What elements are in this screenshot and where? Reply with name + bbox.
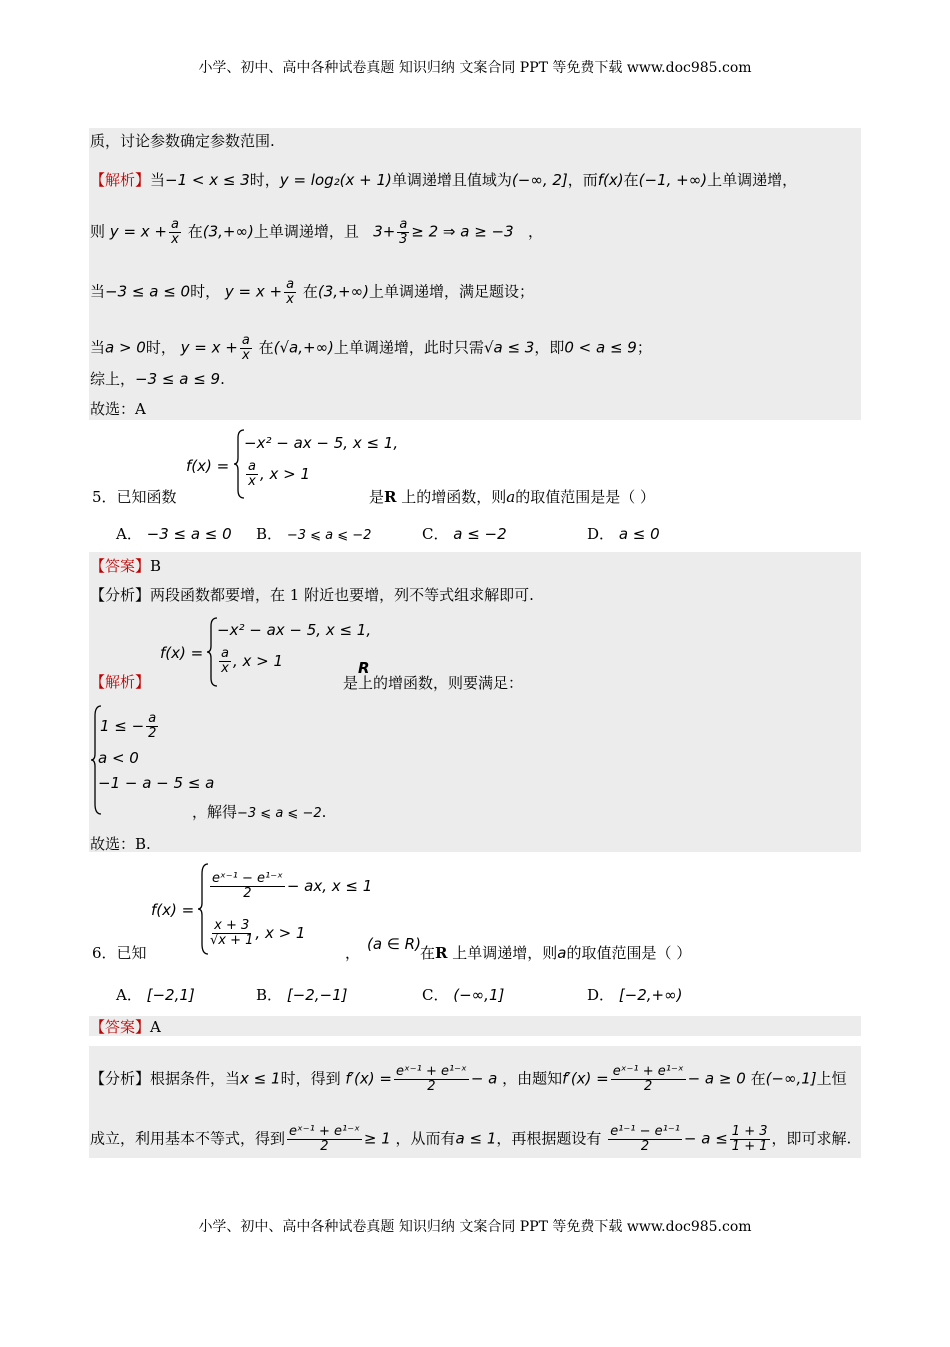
s4-line3: 当−3 ≤ a ≤ 0时， y = x + $\frac{a}{x}$ 在(3,+∞)上单调递增，满足题设； [90, 277, 534, 307]
page-header: 小学、初中、高中各种试卷真题 知识归纳 文案合同 PPT 等免费下载 www.doc985.com [198, 60, 752, 76]
a6-analysis-line1: 【分析】根据条件，当x ≤ 1时，得到 f′(x) = $\frac{\text{eˣ⁻¹ + e¹⁻ˣ}}{2}$ − a ，由题知f′(x) = $\frac{\text{eˣ⁻¹ + e¹⁻ˣ}}{2}$ − a ≥ 0 在(−∞,1]上恒 [90, 1064, 847, 1094]
a5-result: ，解得−3 ⩽ a ⩽ −2. [192, 803, 327, 821]
fraction: $\frac{1 + 3}{1 + 1}$ [731, 1124, 768, 1154]
fraction: $\frac{\text{eˣ⁻¹ + e¹⁻ˣ}}{2}$ [612, 1064, 684, 1094]
q6-case2: $\frac{x + 3}{√x + 1}$ , x > 1 [210, 918, 306, 948]
s4-line0: 质，讨论参数确定参数范围. [90, 132, 275, 150]
answer-6-block [89, 1016, 861, 1036]
fraction: $\frac{a}{x}$ [241, 333, 250, 363]
q6-case1: $\frac{\text{eˣ⁻¹ − e¹⁻ˣ}}{2}$ − ax, x ≤ 1 [212, 871, 373, 901]
fraction: $\frac{a}{x}$ [221, 646, 229, 676]
fraction: $\frac{\text{e¹⁻¹ − e¹⁻¹}}{2}$ [610, 1124, 680, 1154]
q6-option-d: D． [−2,+∞) [587, 986, 683, 1004]
a5-analysis: 【分析】两段函数都要增，在 1 附近也要增，列不等式组求解即可. [90, 586, 534, 604]
q6-fx: f(x) = [151, 901, 195, 919]
q6-stem-start: 6．已知 [92, 944, 147, 962]
fraction: $\frac{\text{eˣ⁻¹ + e¹⁻ˣ}}{2}$ [395, 1064, 467, 1094]
a5-jiexi-rest: 是上的增函数，则要满足： [343, 674, 524, 692]
q6-option-a: A． [−2,1] [116, 986, 195, 1004]
q5-option-c: C． a ≤ −2 [422, 525, 507, 543]
a6-analysis-line2: 成立，利用基本不等式，得到 $\frac{\text{eˣ⁻¹ + e¹⁻ˣ}}{2}$ ≥ 1 ，从而有a ≤ 1，再根据题设有 $\frac{\text{e¹⁻¹ − e¹⁻¹}}{2}$ − a ≤ $\frac{1 + 3}{1 + 1}$ ，即可求解. [90, 1124, 852, 1154]
q6-stem-comma: ， [345, 944, 361, 962]
s4-choose: 故选：A [90, 400, 146, 418]
q5-stem-rest: 是R 上的增函数，则a的取值范围是是（ ） [369, 488, 656, 506]
q5-option-b: B． −3 ⩽ a ⩽ −2 [256, 525, 372, 543]
a5-choose: 故选：B. [90, 835, 151, 853]
fraction: $\frac{a}{x}$ [248, 459, 256, 489]
q5-stem-start: 5．已知函数 [92, 488, 177, 506]
q6-stem-param: (a ∈ R) [367, 935, 421, 953]
jiexi-tag: 【解析】 [90, 171, 151, 189]
a5-sys1: 1 ≤ − $\frac{a}{2}$ [100, 711, 157, 741]
s4-line1: 【解析】当−1 < x ≤ 3时，y = log₂(x + 1)单调递增且值域为(−∞, 2]，而f(x)在(−1, +∞)上单调递增， [90, 171, 798, 189]
a5-R: R [358, 659, 370, 677]
a5-case1: −x² − ax − 5, x ≤ 1, [217, 621, 372, 639]
a5-answer: 【答案】B [90, 557, 162, 575]
s4-line2: 则 y = x + $\frac{a}{x}$ 在(3,+∞)上单调递增，且 3+ $\frac{a}{3}$ ≥ 2 ⇒ a ≥ −3 ， [90, 217, 544, 247]
fraction: $\frac{\text{eˣ⁻¹ + e¹⁻ˣ}}{2}$ [289, 1124, 360, 1154]
a5-case2: $\frac{a}{x}$ , x > 1 [221, 646, 284, 676]
q6-stem-rest: 在R 上单调递增，则a的取值范围是（ ） [420, 944, 692, 962]
page-footer: 小学、初中、高中各种试卷真题 知识归纳 文案合同 PPT 等免费下载 www.doc985.com [198, 1219, 752, 1235]
fraction: $\frac{a}{x}$ [286, 277, 295, 307]
a5-jiexi: 【解析】 [90, 673, 151, 691]
q5-case1: −x² − ax − 5, x ≤ 1, [244, 434, 399, 452]
s4-line5: 综上，−3 ≤ a ≤ 9. [90, 370, 225, 388]
fraction: $\frac{\text{eˣ⁻¹ − e¹⁻ˣ}}{2}$ [212, 871, 283, 901]
q6-option-b: B． [−2,−1] [256, 986, 348, 1004]
a5-sys3: −1 − a − 5 ≤ a [98, 774, 215, 792]
fraction: $\frac{x + 3}{√x + 1}$ [210, 918, 254, 948]
q5-fx: f(x) = [186, 457, 230, 475]
fraction: $\frac{a}{x}$ [171, 217, 179, 247]
q5-case2: $\frac{a}{x}$ , x > 1 [248, 459, 311, 489]
a6-answer: 【答案】A [90, 1018, 161, 1036]
a5-fx: f(x) = [160, 644, 204, 662]
q5-option-d: D． a ≤ 0 [587, 525, 660, 543]
s4-line4: 当a > 0时， y = x + $\frac{a}{x}$ 在(√a,+∞)上单调递增，此时只需√a ≤ 3，即0 < a ≤ 9； [90, 333, 652, 363]
q5-option-a: A． −3 ≤ a ≤ 0 [116, 525, 232, 543]
fraction: $\frac{a}{2}$ [148, 711, 157, 741]
fraction: $\frac{a}{3}$ [399, 217, 408, 247]
q6-option-c: C． (−∞,1] [422, 986, 505, 1004]
a5-sys2: a < 0 [98, 749, 139, 767]
